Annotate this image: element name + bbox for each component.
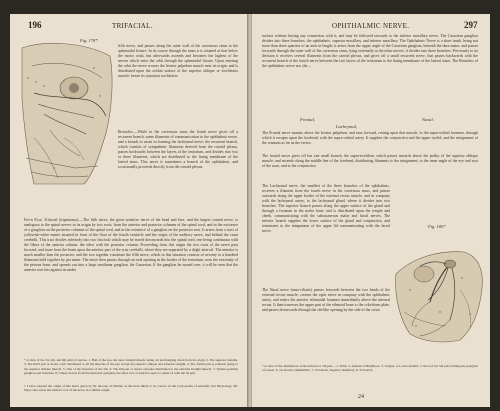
left-footnote: * A view of the 3d, 4th, and 6th pairs of nerves. 1. Ball of the eye, the outer straight muscle being cut and hanging down from its origin. 2. The superior maxilla. 3. The third pair or motor oculi distributed to all the muscles of the eye except the superior oblique and external straight. 4. The fourth pair or pathetic going to the superior oblique muscle. 5. One of the branches of the 5th. 6. The 6th pair or motor externus distributed to the external straight muscle. 7. Spheno-palatine ganglion and branches. 8. Ciliary nerves from the lenticular ganglion, the short root of which is seen to connect it with the 3d pair. — [24, 358, 238, 375]
branches-paragraph — [118, 130, 238, 170]
right-figure-caption: Fig. 180* — [428, 224, 446, 229]
branch-nasal-label: Nasal. — [422, 117, 434, 122]
right-page-number: 297 — [464, 20, 478, 30]
branches-label: Branches. — [118, 130, 134, 134]
right-footnote: * A view of the distribution of the trifacial or 5th pair.—1. Orbit. 2. Antrum of Highmore. 3. Tongue. 4. Lower maxilla. 5. Root of the 5th pair forming the ganglion of Casser. 6. 1st branch, Ophthalmic. 7. 2d branch, Superior maxillary. 8. 3d branch. — [262, 364, 478, 373]
branch-lachrymal-label: Lachrymal, — [336, 124, 358, 129]
figure-178-illustration — [14, 38, 120, 188]
branch-frontal-label: Frontal, — [300, 117, 316, 122]
fifth-pair-paragraph — [24, 218, 238, 273]
lachrymal-paragraph: The Lachrymal nerve, the smallest of the three branches of the ophthalmic, receives a filament from the fourth nerve in the cavernous sinus, and passes outwards along the upper border of the external rectus muscle, and in company with the lachrymal artery, to the lachrymal gland, where it divides into two branches. The superior branch passes along the upper surface of the gland and through a foramen in the malar bone, and is distributed upon the temple and cheek, communicating with the subcutaneous malar and facial nerves. The inferior branch supplies the lower surface of the gland and conjunctiva, and terminates in the integument of the upper lid communicating with the facial nerve. — [262, 184, 390, 233]
right-top-text: surface without having any connection with it, and may be followed onwards to the inferior maxillary nerve. The Casserian ganglion divides into three branches, the ophthalmic, superior maxillary, and inferior maxillary. The Ophthalmic Nerve is a short trunk, being not more than three quarters of an inch in length; it arises from the upper angle of the Casserian ganglion, beneath the dura mater, and passes forwards through the outer wall of the cavernous sinus, lying externally to the other nerves; it divides into three branches. Previously to its division it receives several filaments from the carotid plexus, and gives off a small recurrent nerve, that passes backwards with the recurrent branch of the fourth nerve between the two layers of the tentorium to the lining membrane of the lateral sinus. The Branches of the ophthalmic nerve are, the— — [262, 34, 478, 68]
left-column-text: fifth nerve, and passes along the outer wall of the cavernous sinus to the sphenoidal fissure. In its course through the sinus it is situated at first below the motor oculi, but afterwards ascends and becomes the highest of the nerves which enter the orbit through the sphenoidal fissure. Upon entering the orbit the nerve crosses the levator palpebræ muscle near its origin, and is distributed upon the orbital surface of the superior oblique or trochlearis muscle; hence its synonym trochlearis. — [118, 44, 238, 78]
nasal-paragraph: The Nasal nerve (naso-ciliaris) passes forwards between the two heads of the external rectus muscle, crosses the optic nerve in company with the ophthalmic artery, and enters the anterior ethmoidal foramen immediately above the internal rectus. It then traverses the upper part of the ethmoid bone to the cribriform plate, and passes downwards through the slit-like opening by the side of the crista — [262, 288, 390, 312]
left-figure-caption: Fig. 178* — [80, 38, 98, 43]
left-footnote-2: † I have adopted the origin of this nerve given by Dr. Alcock, of Dublin, as the most likely to be correct, in the Cyclopædia of Anatomy and Physiology. Mr. Mayo also traces the anterior root of the nerve in a similar origin. — [24, 384, 238, 393]
right-signature-mark: 24 — [358, 394, 364, 400]
left-page-number: 196 — [28, 20, 42, 30]
branches-text: —While in the cavernous sinus the fourth nerve gives off a recurrent branch, some filaments of communication to the ophthalmic nerve, and a branch to assist in forming the lachrymal nerve; the recurrent branch, which consists of sympathetic filaments derived from the carotid plexus, passes backwards between the layers of the tentorium, and divides into two or three filaments, which are distributed to the lining membrane of the lateral sinus. This nerve is sometimes a branch of the ophthalmic, and occasionally proceeds directly from the carotid plexus. — [118, 130, 238, 169]
fifth-pair-text: Trifacial (trigeminus).—The fifth nerve, the great sensitive nerve of the head and face, and the largest cranial nerve, is analogous to the spinal nerves in its origin by two roots, from the anterior and posterior columns of the spinal cord, and in the existence of a ganglion on the posterior columns of the spinal cord, and in the existence of a ganglion on the posterior root. It arises from a tract of yellowish-white matter situated in front of the floor of the fourth ventricle and the origin of the auditory nerve, and behind the crura cerebelli. This tract divides inferiorly into two fasciculi which may be traced downwards into the spinal cord, one being continuous with the fibres of the anterior column, the other with the posterior column. Proceeding from this origin the two roots of the nerve pass forward, and issue from the brain upon the anterior part of the crus cerebelli, where they are separated by a slight interval. The anterior is much smaller than the posterior, and the two together constitute the fifth nerve, which in this situation consists of seventy to a hundred filaments held together by pia mater. The nerve then passes through an oval opening in the border of the tentorium, near the extremity of the petrous bone, and spreads out into a large semilunar ganglion, the Casserian. If the ganglion be turned over, it will be seen that the anterior root lies against its under — [24, 218, 239, 272]
figure-180-illustration — [390, 230, 486, 346]
left-running-head: TRIFACIAL. — [112, 22, 153, 30]
frontal-paragraph-2: The frontal nerve gives off but one small branch, the supra-trochlear, which passes inwards above the pulley of the superior oblique muscle, and ascends along the middle line of the forehead, distributing filaments to the integument, to the inner angle of the eye and root of the nose, and to the conjunctiva. — [262, 154, 478, 168]
frontal-paragraph: The Frontal nerve mounts above the levator palpebræ, and runs forward, resting upon that muscle, to the supra-orbital foramen, through which it escapes upon the forehead, with the supra-orbital artery. It supplies the conjunctiva and the upper eyelid, and the integument of the cranium as far as the vertex. — [262, 131, 478, 145]
fifth-pair-label: Fifth Pair. — [24, 218, 43, 222]
right-running-head: OPHTHALMIC NERVE. — [332, 22, 410, 30]
